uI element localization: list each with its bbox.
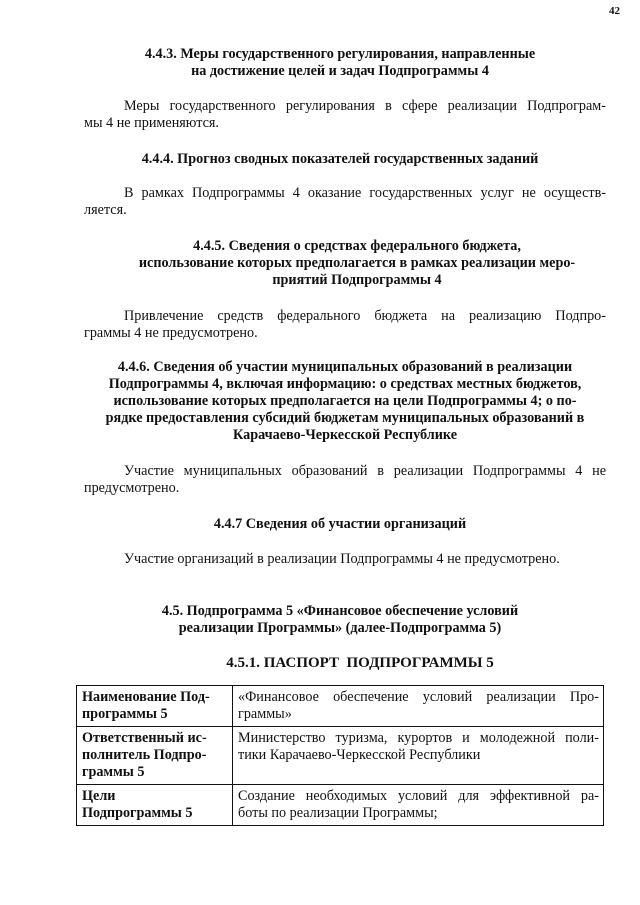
- table-row: [77, 686, 604, 727]
- cell-line: Министерство туризма, курортов и молодежной поли-: [238, 730, 599, 746]
- cell-line: «Финансовое обеспечение условий реализации Про-: [238, 689, 599, 705]
- heading-line: использование которых предполагается на цели Подпрограммы 4; о по-: [113, 393, 577, 409]
- section-4-4-3-heading: [76, 46, 604, 80]
- section-4-4-4-heading: [76, 151, 604, 168]
- heading-line: 4.4.7 Сведения об участии организаций: [213, 516, 467, 532]
- cell-line: тики Карачаево-Черкесской Республики: [238, 747, 481, 763]
- heading-line: 4.4.6. Сведения об участии муниципальных образований в реализации: [117, 359, 573, 375]
- cell-line: Ответственный ис-: [82, 730, 207, 746]
- cell-line: Цели: [82, 788, 116, 804]
- section-4-4-7-text: [84, 551, 606, 568]
- row-label-cell: [77, 727, 233, 785]
- page-number: 42: [609, 5, 620, 17]
- cell-line: программы 5: [82, 706, 168, 722]
- section-4-4-5-text: [84, 308, 606, 342]
- heading-line: Подпрограммы 4, включая информацию: о средствах местных бюджетов,: [108, 376, 582, 392]
- paragraph-line: Привлечение средств федерального бюджета на реализацию Подпро-: [124, 308, 606, 324]
- row-value-cell: [233, 785, 604, 826]
- cell-line: Подпрограммы 5: [82, 805, 193, 821]
- cell-line: Создание необходимых условий для эффективной ра-: [238, 788, 599, 804]
- heading-line: реализации Программы» (далее-Подпрограмма 5): [178, 620, 502, 636]
- cell-line: граммы»: [238, 706, 292, 722]
- paragraph-line: граммы 4 не предусмотрено.: [84, 325, 258, 341]
- heading-line: на достижение целей и задач Подпрограммы 4: [191, 63, 489, 79]
- cell-line: Наименование Под-: [82, 689, 210, 705]
- heading-line: использование которых предполагается в рамках реализации меро-: [138, 255, 576, 271]
- heading-line: приятий Подпрограммы 4: [272, 272, 442, 288]
- section-4-4-4-text: [84, 185, 606, 219]
- paragraph-line: предусмотрено.: [84, 480, 180, 496]
- table-row: [77, 727, 604, 785]
- paragraph-line: Участие муниципальных образований в реализации Подпрограммы 4 не: [124, 463, 606, 479]
- heading-line: рядке предоставления субсидий бюджетам муниципальных образований в: [105, 410, 585, 426]
- heading-line: 4.5. Подпрограмма 5 «Финансовое обеспечение условий: [161, 603, 519, 619]
- section-4-4-6-heading: [76, 359, 614, 444]
- cell-line: граммы 5: [82, 764, 145, 780]
- paragraph-line: ляется.: [84, 202, 127, 218]
- section-4-5-heading: [76, 603, 604, 637]
- cell-line: боты по реализации Программы;: [238, 805, 438, 821]
- heading-line: 4.4.5. Сведения о средствах федерального бюджета,: [193, 238, 521, 254]
- paragraph-line: В рамках Подпрограммы 4 оказание государственных услуг не осуществ-: [124, 185, 606, 201]
- cell-line: полнитель Подпро-: [82, 747, 207, 763]
- section-4-4-6-text: [84, 463, 606, 497]
- row-value-cell: [233, 727, 604, 785]
- heading-line: 4.4.3. Меры государственного регулирования, направленные: [144, 46, 536, 62]
- section-4-4-3-text: [84, 98, 606, 132]
- table-row: [77, 785, 604, 826]
- paragraph-line: Меры государственного регулирования в сфере реализации Подпрограм-: [124, 98, 606, 114]
- section-4-4-5-heading: [110, 238, 604, 289]
- row-label-cell: [77, 686, 233, 727]
- subprogram-passport-table: [76, 685, 604, 826]
- section-4-4-7-heading: [76, 516, 604, 533]
- heading-line: 4.5.1. ПАСПОРТ ПОДПРОГРАММЫ 5: [226, 655, 494, 671]
- paragraph-line: Участие организаций в реализации Подпрограммы 4 не предусмотрено.: [124, 551, 560, 567]
- paragraph-line: мы 4 не применяются.: [84, 115, 219, 131]
- heading-line: 4.4.4. Прогноз сводных показателей государственных заданий: [141, 151, 539, 167]
- row-label-cell: [77, 785, 233, 826]
- heading-line: Карачаево-Черкесской Республике: [233, 427, 457, 443]
- section-4-5-1-heading: [200, 655, 520, 672]
- row-value-cell: [233, 686, 604, 727]
